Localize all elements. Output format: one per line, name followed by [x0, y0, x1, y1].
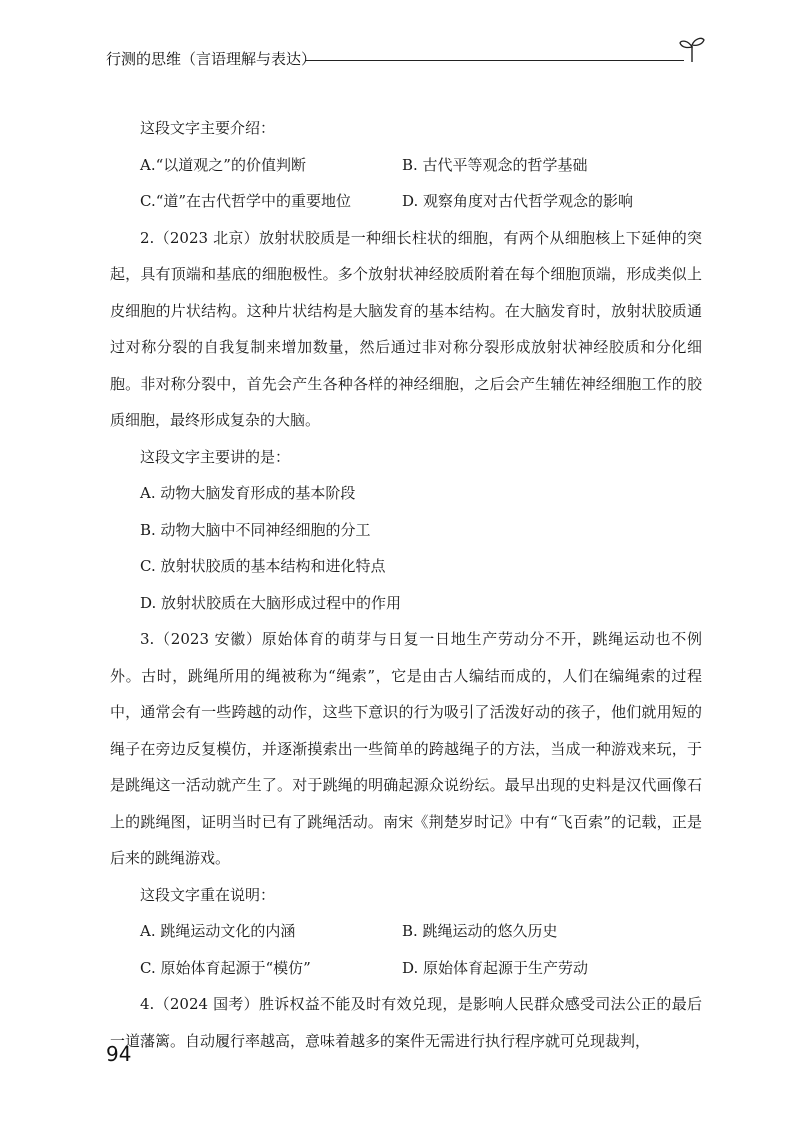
- question-stem-2: 这段文字主要讲的是：: [140, 447, 291, 466]
- option-b: B. 古代平等观念的哲学基础: [402, 155, 588, 174]
- sprout-icon: [678, 34, 706, 64]
- option-row: [110, 913, 702, 950]
- page-number: 94: [106, 1042, 132, 1066]
- option-a: A.“以道观之”的价值判断: [140, 155, 306, 174]
- header-title: 行测的思维（言语理解与表达）: [106, 50, 317, 68]
- option-b: B. 动物大脑中不同神经细胞的分工: [140, 520, 371, 539]
- option-c: C. 原始体育起源于“模仿”: [140, 958, 311, 977]
- passage-2: 2.（2023 北京）放射状胶质是一种细长柱状的细胞，有两个从细胞核上下延伸的突起，具有顶端和基底的细胞极性。多个放射状神经胶质附着在每个细胞顶端，形成类似上皮细胞的片状结构。这种片状结构是大脑发育的基本结构。在大脑发育时，放射状胶质通过对称分裂的自我复制来增加数量，然后通过非对称分裂形成放射状神经胶质和分化细胞。非对称分裂中，首先会产生各种各样的神经细胞，之后会产生辅佐神经细胞工作的胶质细胞，最终形成复杂的大脑。: [110, 228, 702, 429]
- option-row: [110, 183, 702, 220]
- question-stem-3: 这段文字重在说明：: [140, 885, 276, 904]
- header-rule: [306, 60, 684, 61]
- option-c: C.“道”在古代哲学中的重要地位: [140, 192, 352, 210]
- question-stem-1: 这段文字主要介绍：: [140, 119, 276, 137]
- option-a: A. 动物大脑发育形成的基本阶段: [140, 484, 356, 502]
- option-d: D. 原始体育起源于生产劳动: [402, 958, 589, 977]
- option-row: [110, 950, 702, 987]
- option-row: [110, 147, 702, 184]
- passage-4: 4.（2024 国考）胜诉权益不能及时有效兑现，是影响人民群众感受司法公正的最后一道藩篱。自动履行率越高，意味着越多的案件无需进行执行程序就可兑现裁判，: [110, 995, 702, 1050]
- option-c: C. 放射状胶质的基本结构和进化特点: [140, 557, 386, 575]
- passage-3: 3.（2023 安徽）原始体育的萌芽与日复一日地生产劳动分不开，跳绳运动也不例外。古时，跳绳所用的绳被称为“绳索”，它是由古人编结而成的，人们在编绳索的过程中，通常会有一些跨越的动作，这些下意识的行为吸引了活泼好动的孩子，他们就用短的绳子在旁边反复模仿，并逐渐摸索出一些简单的跨越绳子的方法，当成一种游戏来玩，于是跳绳这一活动就产生了。对于跳绳的明确起源众说纷纭。最早出现的史料是汉代画像石上的跳绳图，证明当时已有了跳绳活动。南宋《荆楚岁时记》中有“飞百索”的记载，正是后来的跳绳游戏。: [110, 630, 702, 867]
- option-a: A. 跳绳运动文化的内涵: [140, 922, 296, 940]
- option-b: B. 跳绳运动的悠久历史: [402, 922, 558, 940]
- running-header: [106, 48, 706, 72]
- option-d: D. 观察角度对古代哲学观念的影响: [402, 192, 634, 210]
- page-content: [110, 110, 702, 1059]
- option-d: D. 放射状胶质在大脑形成过程中的作用: [140, 593, 402, 612]
